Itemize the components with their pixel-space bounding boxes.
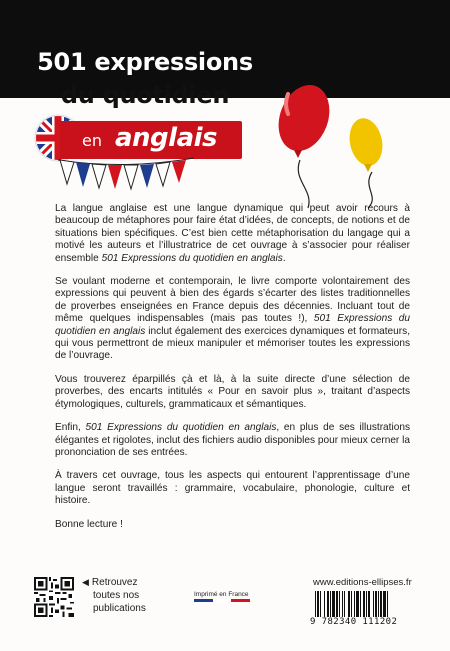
bunting-decoration <box>56 156 196 192</box>
retrouvez-line3: publications <box>93 603 146 614</box>
p1-end: . <box>282 252 286 264</box>
paragraph-5: À travers cet ouvrage, tous les aspects qui entourent l’apprentissage d’une langue seront travaillés : grammaire, vocabulaire, phonologie, culture et histoire. <box>55 470 410 507</box>
paragraph-2 <box>55 276 410 363</box>
p2-end: inclut également des exercices dynamiques et formateurs, qui vous permettront de mieux manipuler et mémoriser toutes les expressions de l’ouvrage. <box>55 325 410 362</box>
balloons-illustration <box>262 60 412 210</box>
p2-text: Se voulant moderne et contemporain, le livre comporte volontairement des expressions qui peuvent à bien des égards s’écarter des listes traditionnelles de proverbes enseignées en France depuis des décennies. Incluant tout de même quelques indispensables (mais pas toutes !), <box>55 276 410 325</box>
qr-code[interactable] <box>34 577 74 617</box>
paragraph-4 <box>55 422 410 459</box>
isbn-number: 9 782340 111202 <box>310 617 398 627</box>
left-arrow-icon: ◀ <box>82 577 89 587</box>
p1-title-italic: 501 Expressions du quotidien en anglais <box>101 252 283 264</box>
back-cover-description <box>55 203 410 542</box>
retrouvez-line1 <box>82 576 146 589</box>
ribbon-anglais-text: anglais <box>115 123 218 153</box>
publisher-website[interactable]: www.editions-ellipses.fr <box>313 577 412 588</box>
french-flag-stripe <box>194 599 250 602</box>
paragraph-6: Bonne lecture ! <box>55 518 123 530</box>
retrouvez-line2: toutes nos <box>93 590 140 601</box>
p2-title-italic: 501 Expressions du quotidien en anglais <box>55 313 411 337</box>
book-title-line1: 501 expressions <box>37 48 253 76</box>
language-ribbon <box>60 121 242 159</box>
ribbon-en-text: en <box>82 131 102 150</box>
paragraph-1 <box>55 203 410 265</box>
retrouvez-text: Retrouvez <box>91 577 138 588</box>
publications-link[interactable] <box>82 576 146 615</box>
book-title-line2: du quotidien <box>60 81 230 109</box>
p4-text: Enfin, <box>55 422 86 434</box>
paragraph-3: Vous trouverez éparpillés çà et là, à la suite directe d’une sélection de proverbes, des encarts intitulés « Pour en savoir plus », traitant d’aspects étymologiques, culturels, grammaticaux et sémantiques. <box>55 373 410 410</box>
printed-in-france-label: Imprimé en France <box>194 591 249 598</box>
p1-text: La langue anglaise est une langue dynamique qui peut avoir recours à beaucoup de métaphores pour faire état d’idées, de concepts, de notions et de situations bien spécifiques. C’est bien cette métaphorisation du langage qui a motivé les auteurs et l’illustratrice de cet ouvrage à s’associer pour réaliser ensemble <box>55 203 410 264</box>
isbn-barcode <box>313 591 413 617</box>
p4-title-italic: 501 Expressions du quotidien en anglais <box>85 422 277 434</box>
p4-end: , en plus de ses illustrations élégantes et rigolotes, inclut des fichiers audio disponibles pour mieux cerner la prononciation de ses entrées. <box>55 422 410 458</box>
